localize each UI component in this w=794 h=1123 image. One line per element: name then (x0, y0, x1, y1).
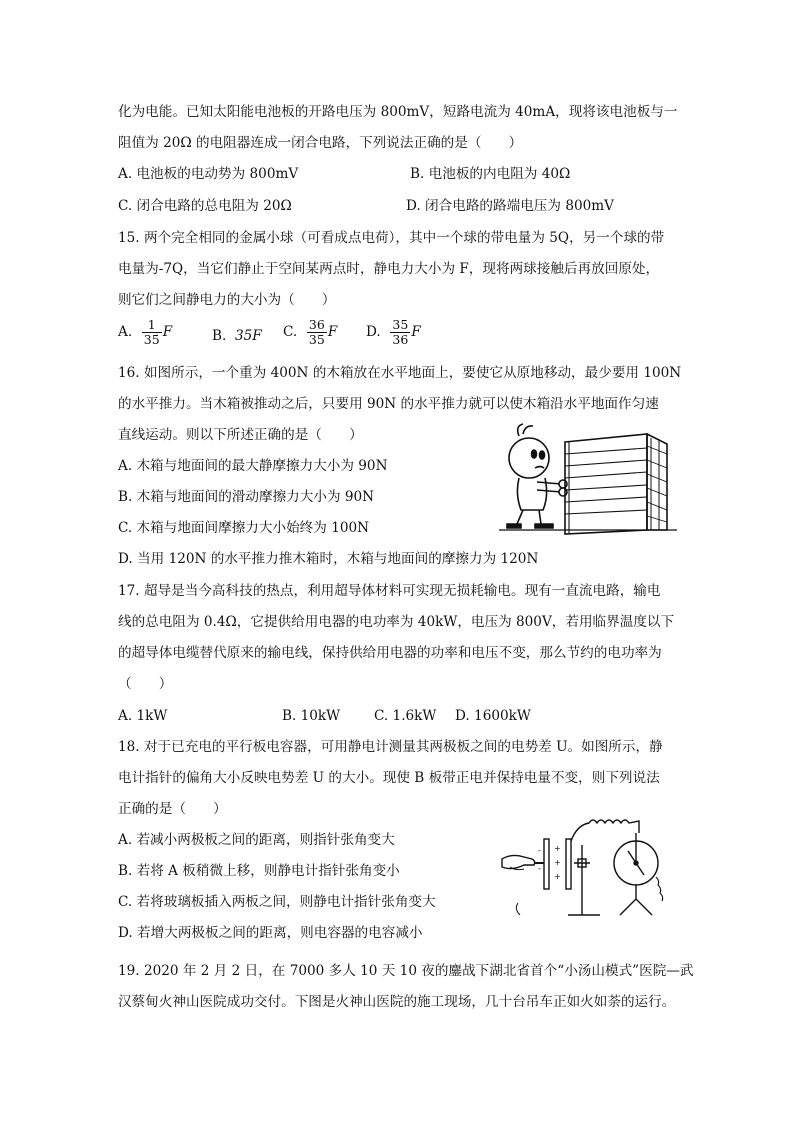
q17-text-line1: 17. 超导是当今高科技的热点，利用超导体材料可实现无损耗输电。现有一直流电路，输电 (118, 583, 661, 599)
q16-text-line1: 16. 如图所示，一个重为 400N 的木箱放在水平地面上，要使它从原地移动，最少要用 100N (118, 365, 682, 381)
q16-text-line3: 直线运动。则以下所述正确的是（ ） (118, 427, 363, 443)
q17-option-c[interactable]: C. 1.6kW (374, 708, 437, 724)
q14-option-b[interactable]: B. 电池板的内电阻为 40Ω (410, 166, 571, 182)
svg-text:+: + (554, 858, 561, 867)
fraction: $\frac{1}{35}$ (143, 317, 160, 347)
q18-text-line3: 正确的是（ ） (118, 801, 227, 817)
q17-option-b[interactable]: B. 10kW (282, 708, 341, 724)
q14-text-line1: 化为电能。已知太阳能电池板的开路电压为 800mV，短路电流为 40mA，现将该电池板与一 (118, 104, 678, 120)
q18-option-a[interactable]: A. 若减小两极板之间的距离，则指针张角变大 (118, 832, 395, 848)
svg-text:-: - (538, 846, 541, 855)
q16-option-a[interactable]: A. 木箱与地面间的最大静摩擦力大小为 90N (118, 458, 388, 474)
q16-option-d[interactable]: D. 当用 120N 的水平推力推木箱时，木箱与地面间的摩擦力为 120N (118, 551, 539, 567)
q17-option-a[interactable]: A. 1kW (118, 708, 168, 724)
q16-option-c[interactable]: C. 木箱与地面间摩擦力大小始终为 100N (118, 520, 370, 536)
svg-text:-: - (538, 864, 541, 873)
q15-option-a[interactable]: A. $\frac{1}{35}$ F (118, 317, 173, 347)
q17-option-d[interactable]: D. 1600kW (455, 708, 531, 724)
q19-text-line1: 19. 2020 年 2 月 2 日，在 7000 多人 10 天 10 夜的鏖战下湖北省首个“小汤山模式”医院—武 (118, 963, 694, 979)
q15-option-b[interactable]: B. 35F (212, 328, 262, 344)
svg-text:+: + (554, 844, 561, 853)
q18-option-d[interactable]: D. 若增大两极板之间的距离，则电容器的电容减小 (118, 925, 423, 941)
fraction: $\frac{36}{35}$ (308, 317, 325, 347)
q15-text-line1: 15. 两个完全相同的金属小球（可看成点电荷），其中一个球的带电量为 5Q，另一个球的带 (118, 230, 665, 246)
fraction: $\frac{35}{36}$ (392, 317, 409, 347)
capacitor-electrometer-figure (500, 815, 680, 925)
q18-option-b[interactable]: B. 若将 A 板稍微上移，则静电计指针张角变小 (118, 863, 400, 879)
q19-text-line2: 汉蔡甸火神山医院成功交付。下图是火神山医院的施工现场，几十台吊车正如火如荼的运行。 (118, 994, 676, 1010)
q17-text-line2: 线的总电阻为 0.4Ω，它提供给用电器的电功率为 40kW，电压为 800V，若用临界温度以下 (118, 614, 675, 630)
q15-text-line3: 则它们之间静电力的大小为（ ） (118, 292, 336, 308)
q18-option-c[interactable]: C. 若将玻璃板插入两板之间，则静电计指针张角变大 (118, 894, 436, 910)
q14-option-a[interactable]: A. 电池板的电动势为 800mV (118, 166, 299, 182)
q16-text-line2: 的水平推力。当木箱被推动之后，只要用 90N 的水平推力就可以使木箱沿水平地面作匀速 (118, 396, 659, 412)
q15-text-line2: 电量为-7Q，当它们静止于空间某两点时，静电力大小为 F，现将两球接触后再放回原处， (118, 261, 660, 277)
q18-text-line1: 18. 对于已充电的平行板电容器，可用静电计测量其两极板之间的电势差 U。如图所示，静 (118, 739, 663, 755)
q14-option-c[interactable]: C. 闭合电路的总电阻为 20Ω (118, 198, 292, 214)
q16-option-b[interactable]: B. 木箱与地面间的滑动摩擦力大小为 90N (118, 489, 375, 505)
svg-text:+: + (554, 872, 561, 881)
q15-option-d[interactable]: D. $\frac{35}{36}$ F (366, 317, 421, 347)
q14-option-d[interactable]: D. 闭合电路的路端电压为 800mV (406, 198, 614, 214)
q15-option-c[interactable]: C. $\frac{36}{35}$ F (283, 317, 338, 347)
q17-text-line3: 的超导体电缆替代原来的输电线，保持供给用电器的功率和电压不变，那么节约的电功率为 (118, 645, 662, 661)
q17-text-line4: （ ） (118, 676, 173, 692)
crate-pushing-figure (497, 420, 682, 535)
q18-text-line2: 电计指针的偏角大小反映电势差 U 的大小。现使 B 板带正电并保持电量不变，则下列说法 (118, 770, 660, 786)
q14-text-line2: 阻值为 20Ω 的电阻器连成一闭合电路，下列说法正确的是（ ） (118, 135, 523, 151)
